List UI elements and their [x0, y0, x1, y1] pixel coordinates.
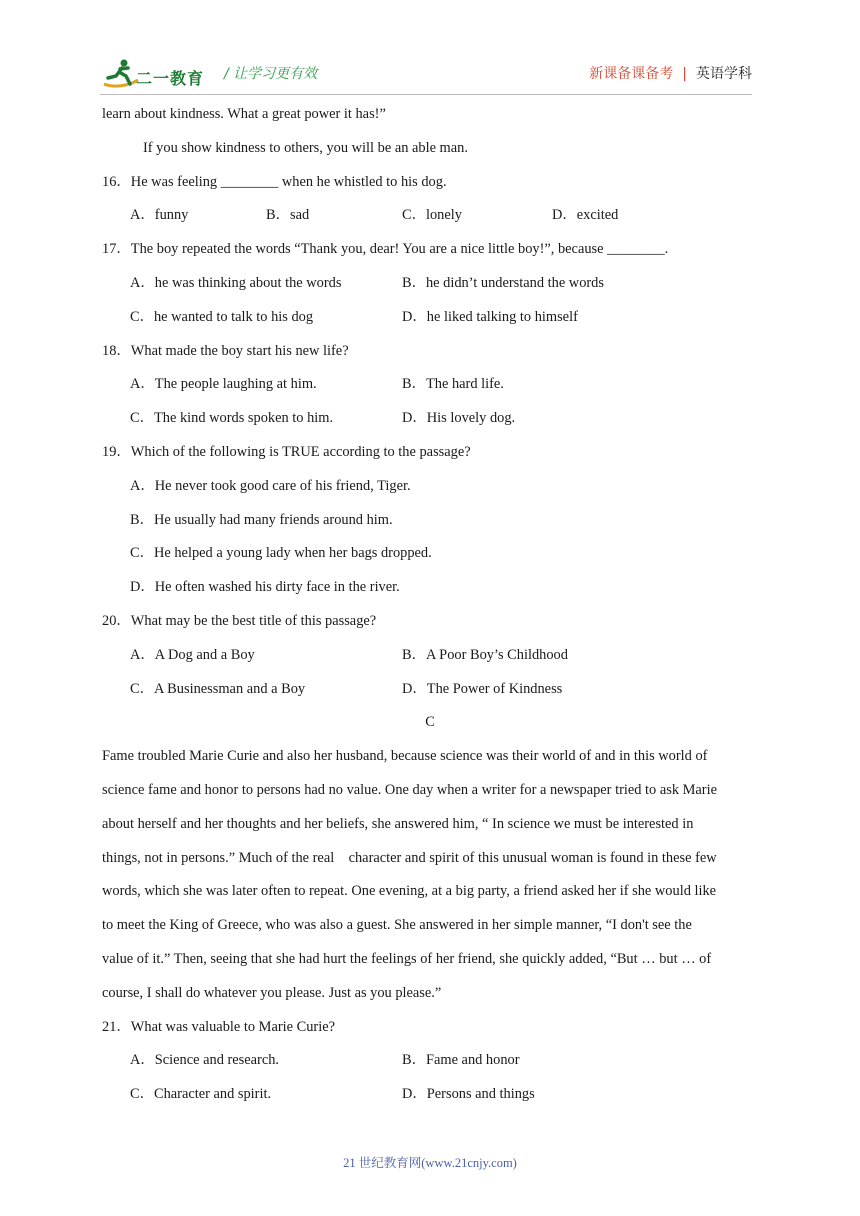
question-21	[102, 1014, 758, 1048]
option-d: D．excited	[552, 207, 619, 224]
option-d: D．Persons and things	[402, 1086, 535, 1103]
header-divider	[100, 94, 752, 95]
option-c: C．He helped a young lady when her bags dropped.	[130, 545, 432, 562]
document-body	[102, 101, 758, 1115]
option-b: B．he didn’t understand the words	[402, 274, 604, 291]
question-20	[102, 608, 758, 642]
logo	[100, 58, 212, 90]
options-row	[102, 1047, 758, 1081]
option-a: A．funny	[130, 207, 189, 224]
option-c: C．Character and spirit.	[130, 1086, 272, 1103]
header-tag: 新课备课备考	[589, 66, 674, 82]
options-row	[102, 676, 758, 710]
header-right	[589, 63, 752, 83]
question-number: 16．	[102, 173, 131, 190]
passage-text-line: to meet the King of Greece, who was also a guest. She answered in her simple manner, “I don't see the	[102, 917, 692, 934]
question-16	[102, 169, 758, 203]
question-stem: He was feeling ________ when he whistled to his dog.	[130, 173, 447, 190]
passage-text-line: course, I shall do whatever you please. Just as you please.”	[102, 984, 442, 1001]
option-b: B．The hard life.	[402, 376, 504, 393]
question-18	[102, 338, 758, 372]
option-b: B．sad	[266, 207, 310, 224]
header-separator: |	[682, 66, 687, 82]
options-row	[102, 371, 758, 405]
options-row	[102, 1081, 758, 1115]
passage-text-line: value of it.” Then, seeing that she had hurt the feelings of her friend, she quickly added, “But … but … of	[102, 950, 712, 967]
passage-text-line: things, not in persons.” Much of the real character and spirit of this unusual woman is found in these few	[102, 849, 717, 866]
header-subject: 英语学科	[696, 66, 752, 82]
options-row	[102, 270, 758, 304]
question-number: 20．	[102, 612, 131, 629]
question-number: 19．	[102, 443, 131, 460]
option-d: D．His lovely dog.	[402, 410, 516, 427]
option-a: A．The people laughing at him.	[130, 376, 317, 393]
options-row	[102, 642, 758, 676]
option-a: A．Science and research.	[130, 1052, 280, 1069]
option-b: B．He usually had many friends around him.	[130, 511, 393, 528]
option-a: A．He never took good care of his friend, Tiger.	[130, 477, 411, 494]
question-number: 17．	[102, 241, 131, 258]
passage-text-line: If you show kindness to others, you will be an able man.	[143, 139, 468, 156]
passage-text-line: science fame and honor to persons had no value. One day when a writer for a newspaper tried to ask Marie	[102, 781, 717, 798]
question-stem: Which of the following is TRUE according to the passage?	[130, 443, 471, 460]
options-row	[102, 304, 758, 338]
passage-text-line: learn about kindness. What a great power it has!”	[102, 106, 386, 122]
option-a: A．A Dog and a Boy	[130, 646, 255, 663]
page-header	[100, 56, 752, 92]
passage-text-line: words, which she was later often to repeat. One evening, at a big party, a friend asked her if she would like	[102, 883, 717, 900]
option-c: C．The kind words spoken to him.	[130, 410, 334, 427]
question-stem: What may be the best title of this passage?	[130, 612, 377, 629]
option-c: C．lonely	[402, 207, 462, 224]
option-a: A．he was thinking about the words	[130, 274, 342, 291]
passage-text-line: about herself and her thoughts and her beliefs, she answered him, “ In science we must be interested in	[102, 815, 694, 832]
question-number: 21．	[102, 1018, 131, 1035]
option-b: B．Fame and honor	[402, 1052, 520, 1069]
option-c: C．A Businessman and a Boy	[130, 680, 306, 697]
option-d: D．he liked talking to himself	[402, 308, 578, 325]
logo-text: 二一教育	[136, 69, 205, 88]
passage-text-line: Fame troubled Marie Curie and also her husband, because science was their world of and in this world of	[102, 748, 708, 765]
option-c: C．he wanted to talk to his dog	[130, 308, 314, 325]
page-footer: 21 世纪教育网(www.21cnjy.com)	[343, 1156, 517, 1170]
slogan: / 让学习更有效	[224, 66, 318, 82]
question-stem: What made the boy start his new life?	[130, 342, 349, 359]
option-d: D．The Power of Kindness	[402, 680, 563, 697]
question-stem: What was valuable to Marie Curie?	[130, 1018, 335, 1035]
options-row	[102, 202, 758, 236]
options-row	[102, 405, 758, 439]
question-stem: The boy repeated the words “Thank you, dear! You are a nice little boy!”, because ________.	[130, 241, 669, 258]
option-b: B．A Poor Boy’s Childhood	[402, 646, 568, 663]
option-d: D．He often washed his dirty face in the river.	[130, 579, 400, 596]
question-number: 18．	[102, 342, 131, 359]
question-17	[102, 236, 758, 270]
section-heading: C	[425, 714, 435, 731]
runner-logo-icon	[100, 58, 140, 90]
question-19	[102, 439, 758, 473]
